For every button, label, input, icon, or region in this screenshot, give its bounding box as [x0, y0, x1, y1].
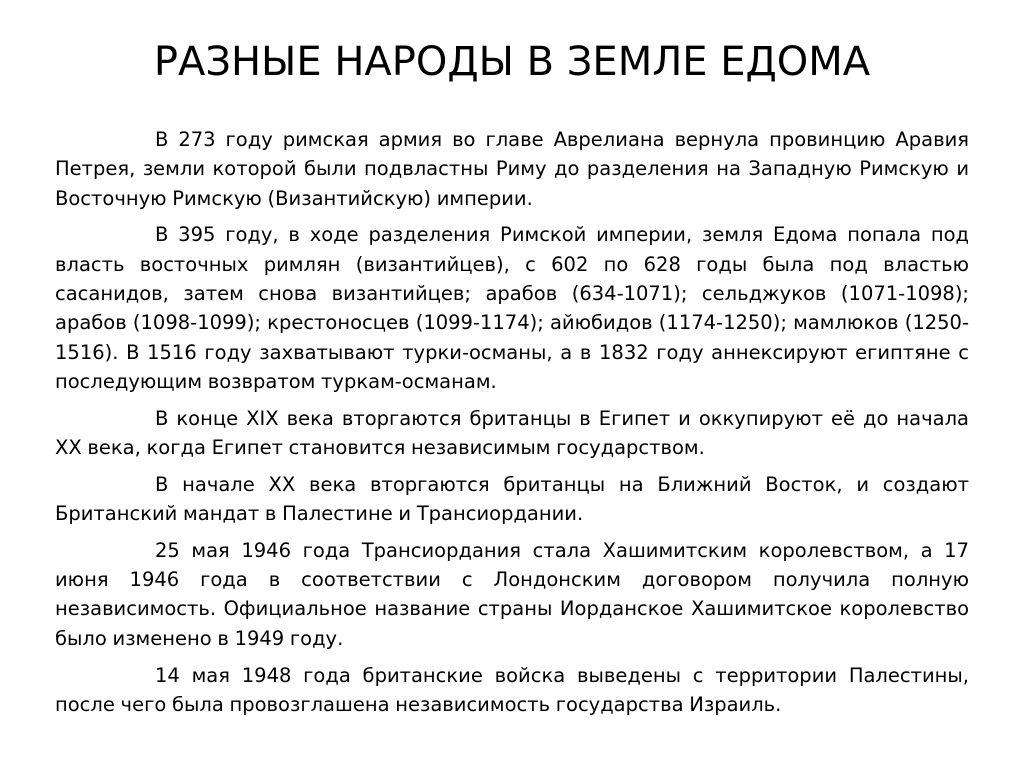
paragraph-4: В начале XX века вторгаются британцы на Ближний Восток, и создают Британский мандат в Палестине и Трансиордании. [55, 472, 969, 526]
paragraph-1: В 273 году римская армия во главе Аврелиана вернула провинцию Аравия Петрея, земли которой были подвластны Риму до разделения на Западную Римскую и Восточную Римскую (Византийскую) империи. [55, 128, 969, 210]
slide-title: РАЗНЫЕ НАРОДЫ В ЗЕМЛЕ ЕДОМА [153, 39, 871, 85]
paragraph-2: В 395 году, в ходе разделения Римской империи, земля Едома попала под власть восточных римлян (византийцев), с 602 по 628 годы была под властью сасанидов, затем снова византийцев; арабов (634-1071); сельджуков (1071-1098); арабов (1098-1099); крестоносцев (1099-1174); айюбидов (1174-1250); мамлюков (1250-1516). В 1516 году захватывают турки-османы, а в 1832 году аннексируют египтяне с последующим возвратом туркам-османам. [55, 223, 969, 393]
paragraph-5: 25 мая 1946 года Трансиордания стала Хашимитским королевством, а 17 июня 1946 года в соответствии с Лондонским договором получила полную независимость. Официальное название страны Иорданское Хашимитское королевство было изменено в 1949 году. [55, 538, 969, 650]
slide-body [55, 125, 969, 719]
paragraph-6: 14 мая 1948 года британские войска выведены с территории Палестины, после чего была провозглашена независимость государства Израиль. [55, 663, 969, 716]
paragraph-3: В конце XIX века вторгаются британцы в Египет и оккупируют её до начала XX века, когда Египет становится независимым государством. [55, 406, 969, 459]
